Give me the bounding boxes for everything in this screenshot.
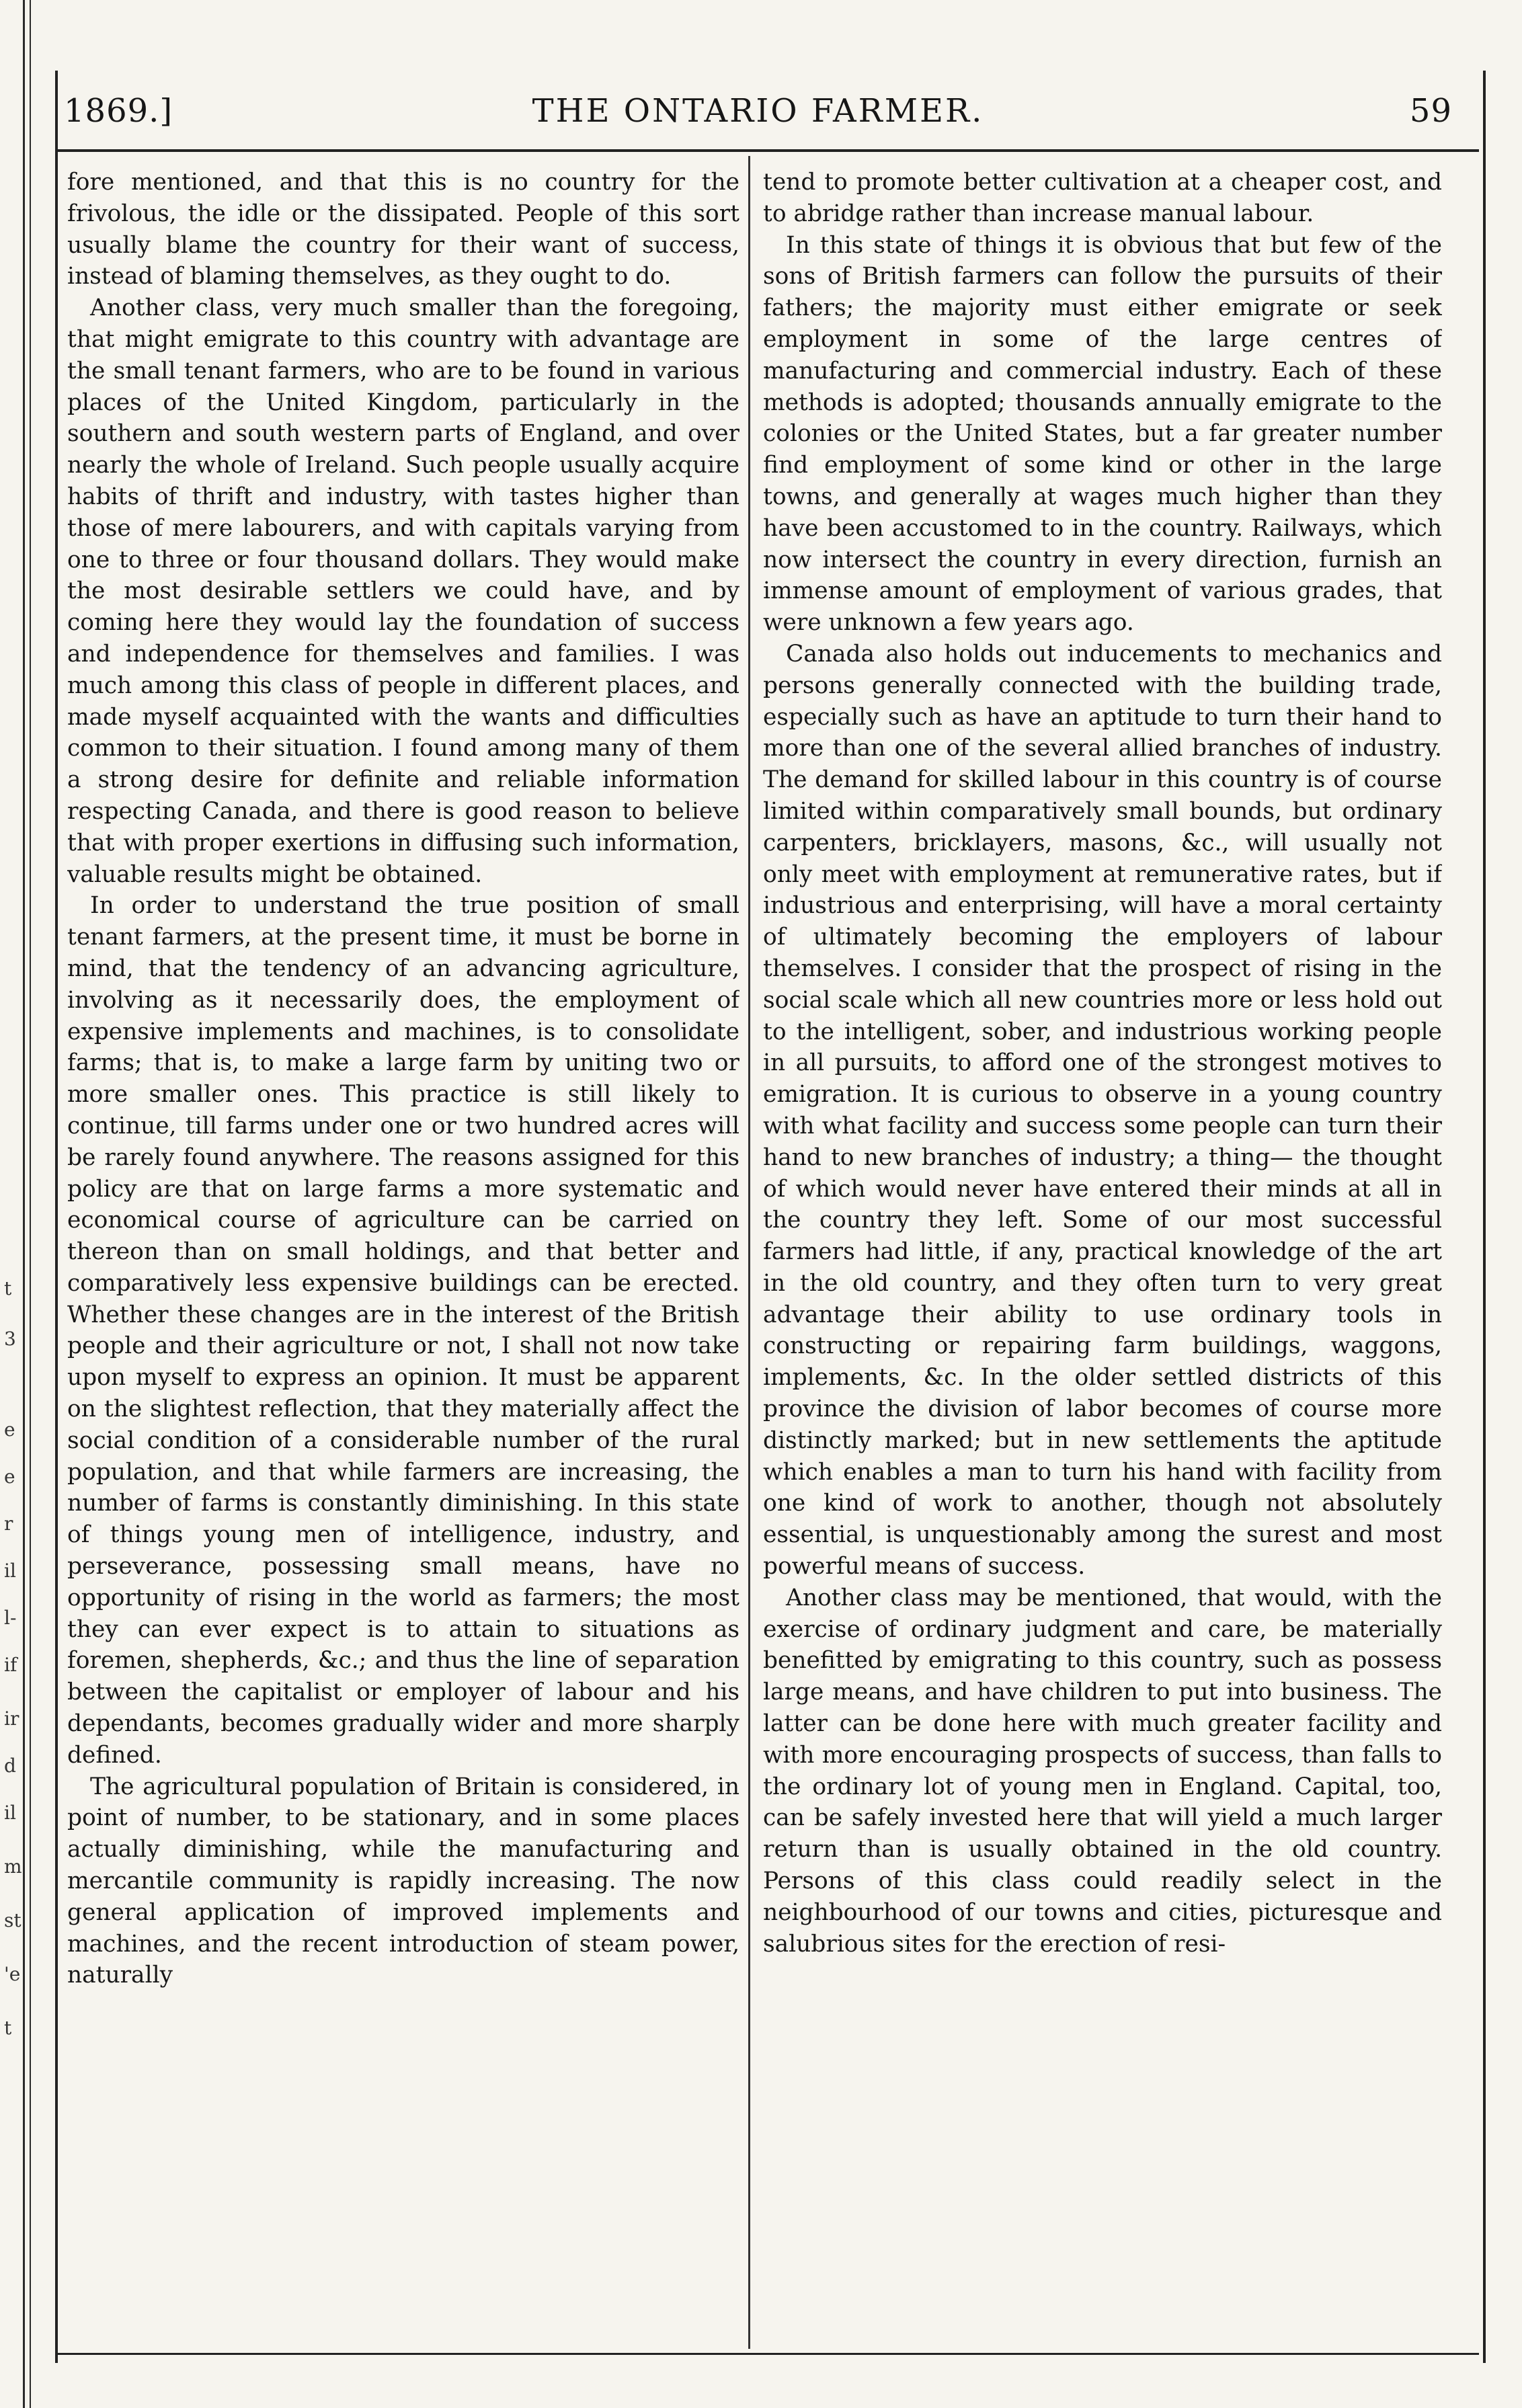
paragraph: tend to promote better cultivation at a cheaper cost, and to abridge rather than increase manual labour. xyxy=(763,169,1442,227)
margin-fragment: st xyxy=(4,1909,22,1931)
paragraph: Another class may be mentioned, that would, with the exercise of ordinary judgment and care, be materially benefitted by emigrating to this country, such as possess large means, and have children to put into business. The latter can be done here with much greater facility and with more encouraging prospects of success, than falls to the ordinary lot of young men in England. Capital, too, can be safely invested here that will yield a much larger return than is usually obtained in the old country. Persons of this class could readily select in the neighbourhood of our towns and cities, picturesque and salubrious sites for the erection of resi- xyxy=(763,1584,1442,1958)
paragraph: Another class, very much smaller than the foregoing, that might emigrate to this country with advantage are the small tenant farmers, who are to be found in various places of the United Kingdom, particularly in the southern and south western parts of England, and over nearly the whole of Ireland. Such people usually acquire habits of thrift and industry, with tastes higher than those of mere labourers, and with capitals varying from one to three or four thousand dollars. They would make the most desirable settlers we could have, and by coming here they would lay the foundation of success and independence for themselves and families. I was much among this class of people in different places, and made myself acquainted with the wants and difficulties common to their situation. I found among many of them a strong desire for definite and reliable information respecting Canada, and there is good reason to believe that with proper exertions in diffusing such information, valuable results might be obtained. xyxy=(67,294,739,888)
margin-fragment: il xyxy=(4,1560,16,1582)
margin-fragment: d xyxy=(4,1755,16,1777)
right-column xyxy=(763,167,1442,2348)
margin-fragment: l- xyxy=(4,1607,17,1629)
column-divider xyxy=(748,156,750,2349)
margin-fragment: m xyxy=(4,1855,22,1878)
margin-fragment: t xyxy=(4,2017,12,2039)
margin-fragment: t xyxy=(4,1277,12,1299)
paragraph: fore mentioned, and that this is no country for the frivolous, the idle or the dissipated. People of this sort usually blame the country for their want of success, instead of blaming themselves, as they ought to do. xyxy=(67,169,739,290)
running-header xyxy=(64,84,1452,138)
margin-fragment: ir xyxy=(4,1708,19,1730)
margin-fragment: if xyxy=(4,1654,17,1676)
margin-fragment: e xyxy=(4,1418,15,1441)
paragraph: In this state of things it is obvious that but few of the sons of British farmers can follow the pursuits of their fathers; the majority must either emigrate or seek employment in some of the large centres of manufacturing and commercial industry. Each of these methods is adopted; thousands annually emigrate to the colonies or the United States, but a far greater number find employment of some kind or other in the large towns, and generally at wages much higher than they have been accustomed to in the country. Railways, which now intersect the country in every direction, furnish an immense amount of employment of various grades, that were unknown a few years ago. xyxy=(763,231,1442,637)
margin-rule xyxy=(23,0,25,2408)
header-title: THE ONTARIO FARMER. xyxy=(532,92,984,130)
margin-fragment: 'e xyxy=(4,1963,21,1985)
margin-fragment: il xyxy=(4,1802,16,1824)
left-margin-gutter xyxy=(0,0,47,2408)
paragraph: In order to understand the true position of small tenant farmers, at the present time, it must be borne in mind, that the tendency of an advancing agriculture, involving as it necessarily does, the employment of expensive implements and machines, is to consolidate farms; that is, to make a large farm by uniting two or more smaller ones. This practice is still likely to continue, till farms under one or two hundred acres will be rarely found anywhere. The reasons assigned for this policy are that on large farms a more systematic and economical course of agriculture can be carried on thereon than on small holdings, and that better and comparatively less expensive buildings can be erected. Whether these changes are in the interest of the British people and their agriculture or not, I shall not now take upon myself to express an opinion. It must be apparent on the slightest reflection, that they materially affect the social condition of a considerable number of the rural population, and that while farmers are increasing, the number of farms is constantly diminishing. In this state of things young men of intelligence, industry, and perseverance, possessing small means, have no opportunity of rising in the world as farmers; the most they can ever expect is to attain to situations as foremen, shepherds, &c.; and thus the line of separation between the capitalist or employer of labour and his dependants, becomes gradually wider and more sharply defined. xyxy=(67,892,739,1769)
header-rule xyxy=(57,149,1479,152)
header-year: 1869.] xyxy=(64,92,173,130)
margin-fragment: e xyxy=(4,1466,15,1488)
left-column xyxy=(67,167,739,2348)
margin-rule xyxy=(30,0,31,2408)
margin-fragment: 3 xyxy=(4,1328,16,1350)
paragraph: Canada also holds out inducements to mechanics and persons generally connected with the building trade, especially such as have an aptitude to turn their hand to more than one of the several allied branches of industry. The demand for skilled labour in this country is of course limited within comparatively small bounds, but ordinary carpenters, bricklayers, masons, &c., will usually not only meet with employment at remunerative rates, but if industrious and enterprising, will have a moral certainty of ultimately becoming the employers of labour themselves. I consider that the prospect of rising in the social scale which all new countries more or less hold out to the intelligent, sober, and industrious working people in all pursuits, to afford one of the strongest motives to emigration. It is curious to observe in a young country with what facility and success some people can turn their hand to new branches of industry; a thing— the thought of which would never have entered their minds at all in the country they left. Some of our most successful farmers had little, if any, practical knowledge of the art in the old country, and they often turn to very great advantage their ability to use ordinary tools in constructing or repairing farm buildings, waggons, implements, &c. In the older settled districts of this province the division of labor becomes of course more distinctly marked; but in new settlements the aptitude which enables a man to turn his hand with facility from one kind of work to another, though not absolutely essential, is unquestionably among the surest and most powerful means of success. xyxy=(763,640,1442,1580)
footer-rule xyxy=(57,2353,1479,2355)
margin-fragment: r xyxy=(4,1513,13,1535)
page-number: 59 xyxy=(1409,92,1452,130)
paragraph: The agricultural population of Britain is considered, in point of number, to be stationary, and in some places actually diminishing, while the manufacturing and mercantile community is rapidly increasing. The now general application of improved implements and machines, and the recent introduction of steam power, naturally xyxy=(67,1773,739,1989)
